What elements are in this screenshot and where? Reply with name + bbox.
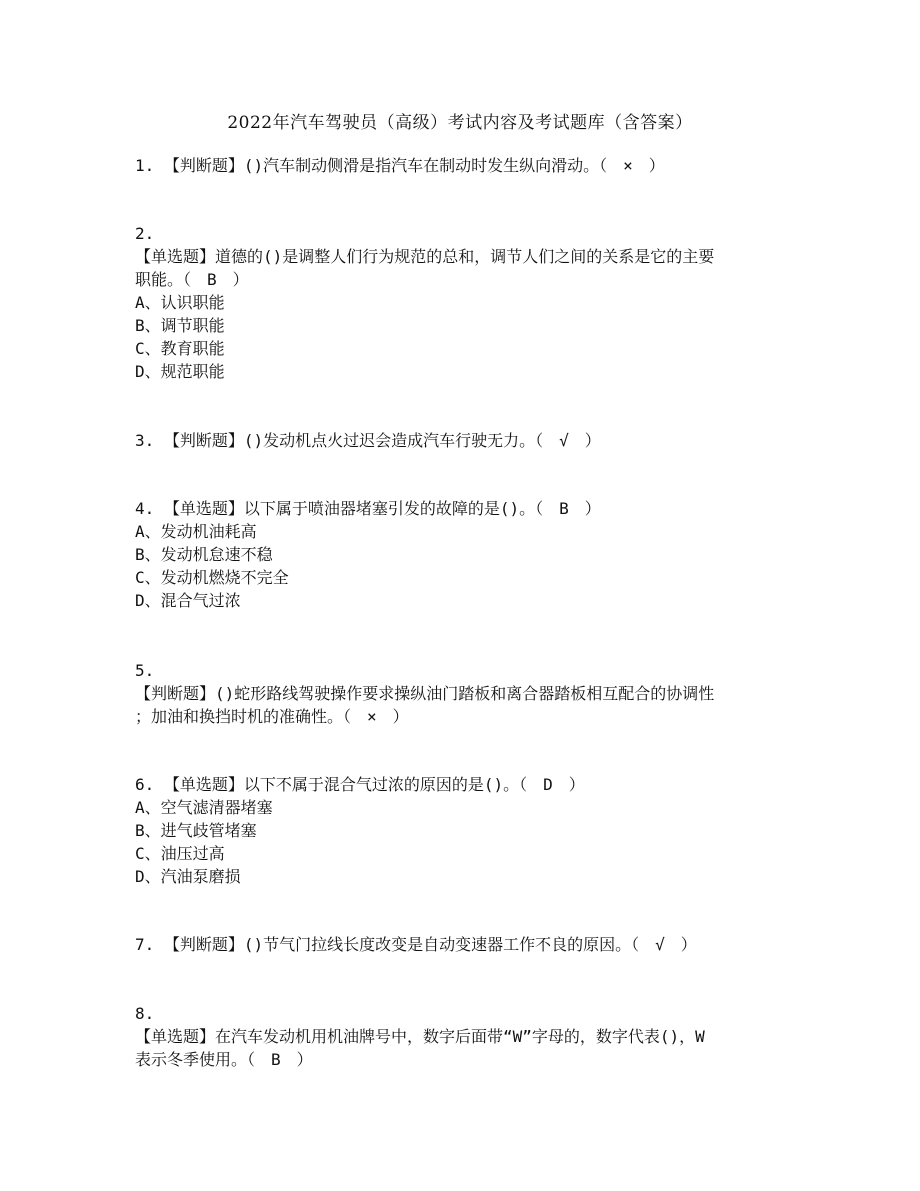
question-6-option-c: C、油压过高 xyxy=(135,844,225,863)
question-text: 【判断题】()发动机点火过迟会造成汽车行驶无力。（ √ ） xyxy=(163,431,601,450)
question-text: 【单选题】以下不属于混合气过浓的原因的是()。（ D ） xyxy=(163,775,585,794)
question-7 xyxy=(135,933,795,956)
question-4 xyxy=(135,497,795,520)
question-2-option-d: D、规范职能 xyxy=(135,362,225,381)
question-5-text-line1: 【判断题】()蛇形路线驾驶操作要求操纵油门踏板和离合器踏板相互配合的协调性 xyxy=(135,684,715,703)
question-2-text-line2: 职能。（ B ） xyxy=(135,270,249,289)
question-4-option-b: B、发动机怠速不稳 xyxy=(135,545,273,564)
question-2-option-b: B、调节职能 xyxy=(135,316,225,335)
question-text: 【单选题】以下属于喷油器堵塞引发的故障的是()。（ B ） xyxy=(163,499,601,518)
question-1 xyxy=(135,154,795,177)
question-4-option-d: D、混合气过浓 xyxy=(135,591,241,610)
question-5-text-line2: ；加油和换挡时机的准确性。（ × ） xyxy=(135,707,409,726)
question-number: 7. xyxy=(135,935,155,954)
question-2-option-a: A、认识职能 xyxy=(135,293,225,312)
question-4-option-a: A、发动机油耗高 xyxy=(135,522,257,541)
question-2-number: 2. xyxy=(135,224,155,243)
question-text: 【判断题】()汽车制动侧滑是指汽车在制动时发生纵向滑动。（ × ） xyxy=(163,156,665,175)
question-number: 4. xyxy=(135,499,155,518)
question-6-option-a: A、空气滤清器堵塞 xyxy=(135,798,273,817)
question-4-option-c: C、发动机燃烧不完全 xyxy=(135,568,289,587)
document-title: 2022年汽车驾驶员（高级）考试内容及考试题库（含答案） xyxy=(227,113,693,133)
question-6-option-b: B、进气歧管堵塞 xyxy=(135,821,257,840)
question-6 xyxy=(135,773,795,796)
question-8-text-line1: 【单选题】在汽车发动机用机油牌号中，数字后面带“W”字母的，数字代表()，W xyxy=(135,1027,705,1046)
question-8-number: 8. xyxy=(135,1004,155,1023)
question-2-text-line1: 【单选题】道德的()是调整人们行为规范的总和，调节人们之间的关系是它的主要 xyxy=(135,247,715,266)
question-number: 3. xyxy=(135,431,155,450)
question-2-option-c: C、教育职能 xyxy=(135,339,225,358)
question-number: 1. xyxy=(135,156,155,175)
question-number: 6. xyxy=(135,775,155,794)
question-3 xyxy=(135,429,795,452)
question-text: 【判断题】()节气门拉线长度改变是自动变速器工作不良的原因。（ √ ） xyxy=(163,935,697,954)
question-8-text-line2: 表示冬季使用。（ B ） xyxy=(135,1050,313,1069)
question-5-number: 5. xyxy=(135,661,155,680)
question-6-option-d: D、汽油泵磨损 xyxy=(135,867,241,886)
